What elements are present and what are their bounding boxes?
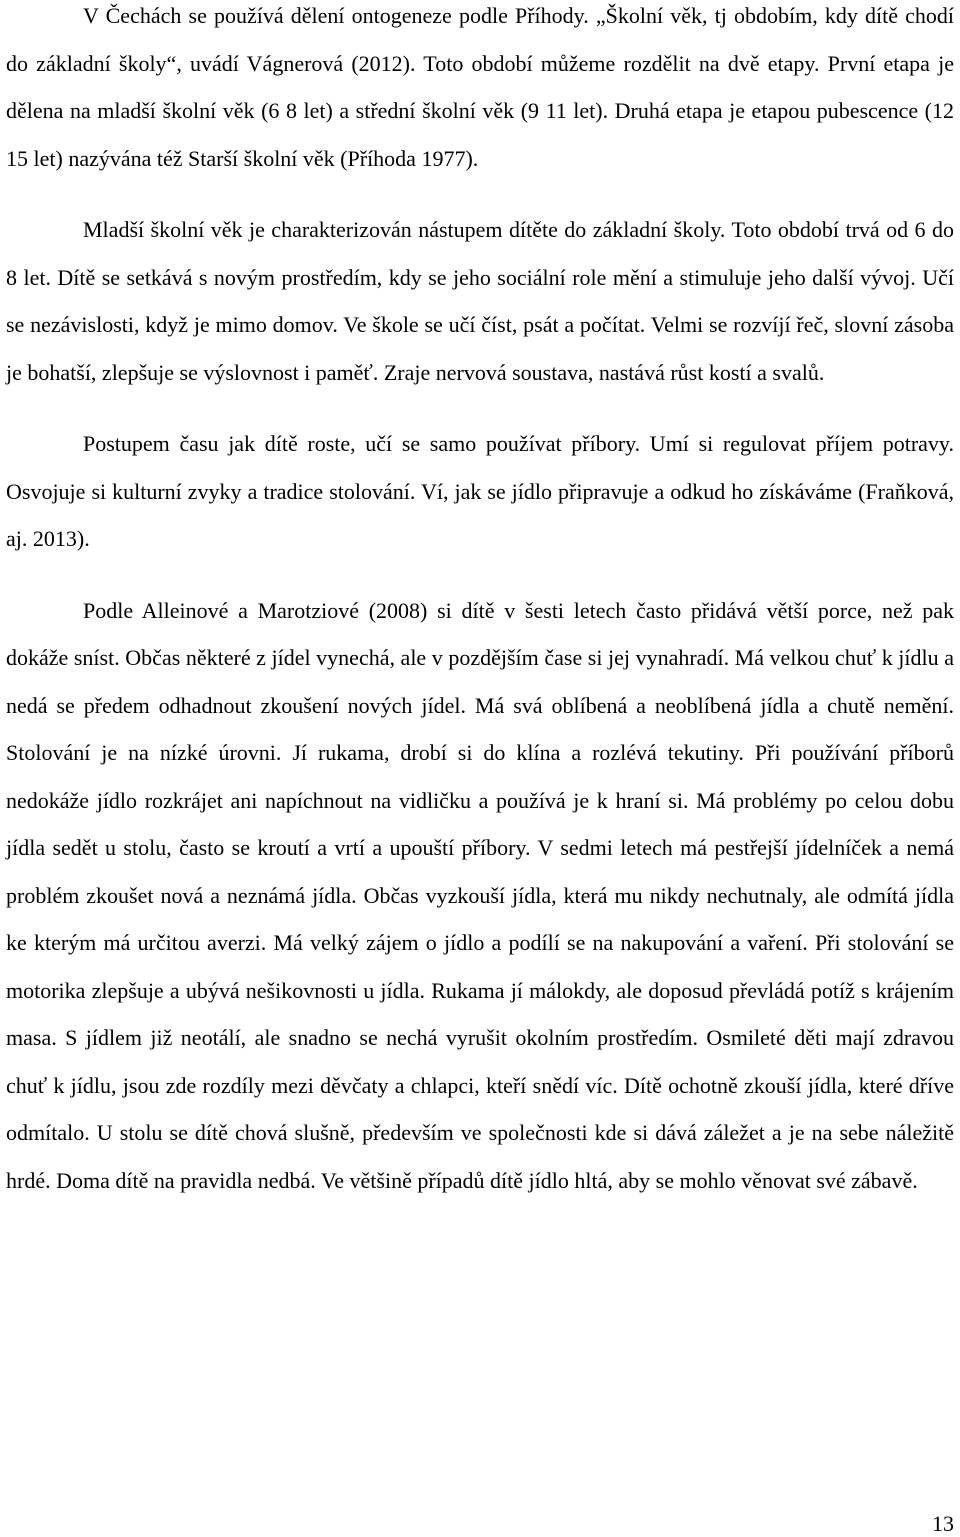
- page-number: 13: [932, 1511, 954, 1536]
- paragraph-ontogeneze: V Čechách se používá dělení ontogeneze podle Příhody. „Školní věk, tj obdobím, kdy dítě chodí do základní školy“, uvádí Vágnerová (2012). Toto období můžeme rozdělit na dvě etapy. První etapa je dělena na mladší školní věk (6 8 let) a střední školní věk (9 11 let). Druhá etapa je etapou pubescence (12 15 let) nazývána též Starší školní věk (Příhoda 1977).: [6, 3, 954, 171]
- paragraph-pribory: Postupem času jak dítě roste, učí se samo používat příbory. Umí si regulovat příjem potravy. Osvojuje si kulturní zvyky a tradice stolování. Ví, jak se jídlo připravuje a odkud ho získáváme (Fraňková, aj. 2013).: [6, 431, 954, 551]
- paragraph-mladsi-skolni-vek: Mladší školní věk je charakterizován nástupem dítěte do základní školy. Toto období trvá od 6 do 8 let. Dítě se setkává s novým prostředím, kdy se jeho sociální role mění a stimuluje jeho další vývoj. Učí se nezávislosti, když je mimo domov. Ve škole se učí číst, psát a počítat. Velmi se rozvíjí řeč, slovní zásoba je bohatší, zlepšuje se výslovnost i paměť. Zraje nervová soustava, nastává růst kostí a svalů.: [6, 217, 954, 385]
- body-text: [6, 0, 954, 1204]
- paragraph-alleinova-marotziova: Podle Alleinové a Marotziové (2008) si dítě v šesti letech často přidává větší porce, než pak dokáže sníst. Občas některé z jídel vynechá, ale v pozdějším čase si jej vynahradí. Má velkou chuť k jídlu a nedá se předem odhadnout zkoušení nových jídel. Má svá oblíbená a neoblíbená jídla a chutě nemění. Stolování je na nízké úrovni. Jí rukama, drobí si do klína a rozlévá tekutiny. Při používání příborů nedokáže jídlo rozkrájet ani napíchnout na vidličku a používá je k hraní si. Má problémy po celou dobu jídla sedět u stolu, často se kroutí a vrtí a upouští příbory. V sedmi letech má pestřejší jídelníček a nemá problém zkoušet nová a neznámá jídla. Občas vyzkouší jídla, která mu nikdy nechutnaly, ale odmítá jídla ke kterým má určitou averzi. Má velký zájem o jídlo a podílí se na nakupování a vaření. Při stolování se motorika zlepšuje a ubývá nešikovnosti u jídla. Rukama jí málokdy, ale doposud převládá potíž s krájením masa. S jídlem již neotálí, ale snadno se nechá vyrušit okolním prostředím. Osmileté děti mají zdravou chuť k jídlu, jsou zde rozdíly mezi děvčaty a chlapci, kteří snědí víc. Dítě ochotně zkouší jídla, které dříve odmítalo. U stolu se dítě chová slušně, především ve společnosti kde si dává záležet a je na sebe náležitě hrdé. Doma dítě na pravidla nedbá. Ve většině případů dítě jídlo hltá, aby se mohlo věnovat své zábavě.: [6, 597, 954, 1193]
